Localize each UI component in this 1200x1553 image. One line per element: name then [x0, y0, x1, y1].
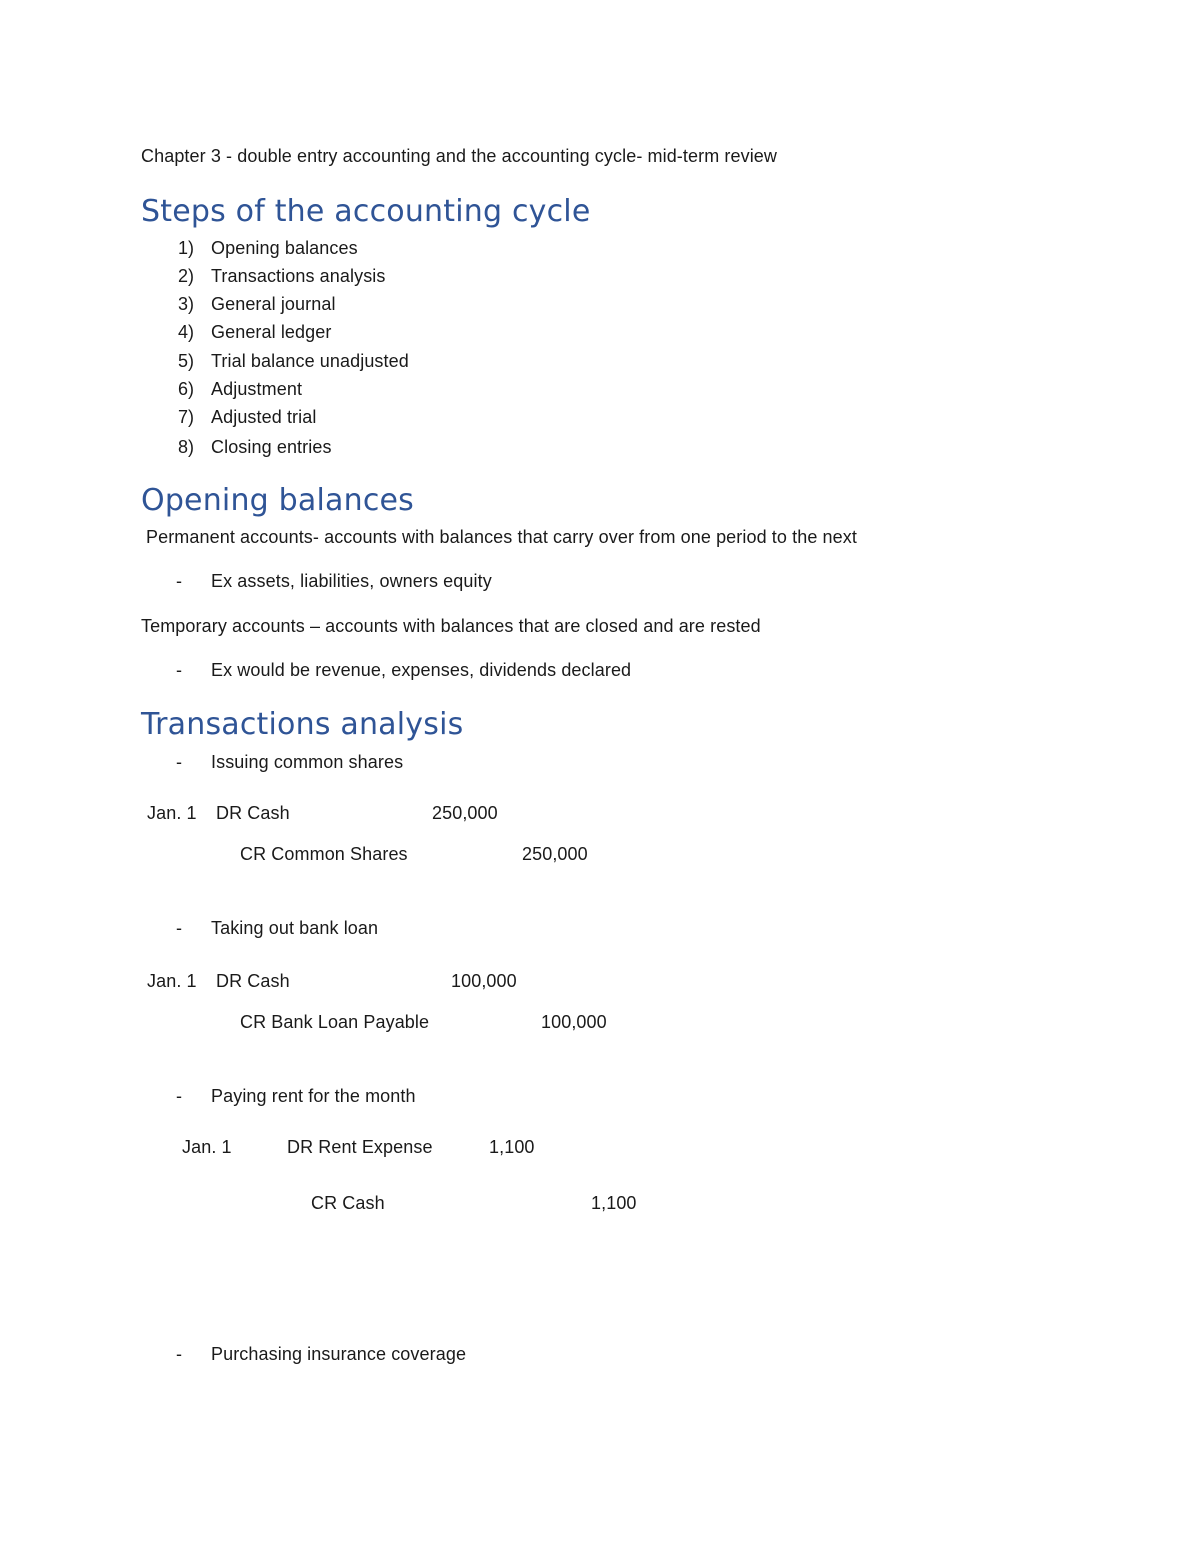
- list-item-number: 3): [177, 294, 194, 314]
- permanent-accounts-example: Ex assets, liabilities, owners equity: [211, 571, 492, 591]
- list-item-text: General journal: [211, 294, 336, 314]
- opening-balances-heading: Opening balances: [141, 483, 414, 518]
- list-item-number: 8): [177, 437, 194, 457]
- transaction-label: Purchasing insurance coverage: [211, 1344, 467, 1364]
- entry-date: Jan. 1: [147, 803, 197, 823]
- bullet-marker: -: [176, 660, 182, 680]
- transaction-label: Issuing common shares: [211, 752, 404, 772]
- entry-date: Jan. 1: [147, 971, 197, 991]
- entry-date: Jan. 1: [182, 1137, 232, 1157]
- list-item-number: 4): [177, 322, 194, 342]
- credit-amount: 100,000: [541, 1012, 607, 1032]
- transaction-label: Paying rent for the month: [211, 1086, 416, 1106]
- debit-account: DR Cash: [216, 803, 290, 823]
- document-title: Chapter 3 - double entry accounting and the accounting cycle- mid-term review: [141, 146, 778, 166]
- permanent-accounts-definition: Permanent accounts- accounts with balances that carry over from one period to the next: [146, 527, 857, 547]
- credit-amount: 250,000: [522, 844, 588, 864]
- transactions-analysis-heading: Transactions analysis: [141, 707, 464, 742]
- bullet-marker: -: [176, 1344, 182, 1364]
- list-item-text: Adjustment: [211, 379, 303, 399]
- debit-account: DR Rent Expense: [287, 1137, 433, 1157]
- debit-amount: 100,000: [451, 971, 517, 991]
- steps-heading: Steps of the accounting cycle: [141, 194, 591, 229]
- list-item-number: 5): [177, 351, 194, 371]
- list-item-text: Trial balance unadjusted: [211, 351, 409, 371]
- list-item-text: Transactions analysis: [211, 266, 386, 286]
- bullet-marker: -: [176, 1086, 182, 1106]
- list-item-text: General ledger: [211, 322, 332, 342]
- credit-account: CR Common Shares: [240, 844, 408, 864]
- list-item-number: 6): [177, 379, 194, 399]
- list-item-text: Adjusted trial: [211, 407, 317, 427]
- temporary-accounts-definition: Temporary accounts – accounts with balances that are closed and are rested: [141, 616, 761, 636]
- bullet-marker: -: [176, 918, 182, 938]
- temporary-accounts-example: Ex would be revenue, expenses, dividends declared: [211, 660, 632, 680]
- credit-account: CR Bank Loan Payable: [240, 1012, 430, 1032]
- bullet-marker: -: [176, 571, 182, 591]
- bullet-marker: -: [176, 752, 182, 772]
- debit-amount: 250,000: [432, 803, 498, 823]
- list-item-text: Opening balances: [211, 238, 358, 258]
- credit-amount: 1,100: [591, 1193, 637, 1213]
- transaction-label: Taking out bank loan: [211, 918, 379, 938]
- list-item-text: Closing entries: [211, 437, 332, 457]
- list-item-number: 2): [177, 266, 194, 286]
- list-item-number: 7): [177, 407, 194, 427]
- list-item-number: 1): [177, 238, 194, 258]
- credit-account: CR Cash: [311, 1193, 385, 1213]
- debit-amount: 1,100: [489, 1137, 535, 1157]
- debit-account: DR Cash: [216, 971, 290, 991]
